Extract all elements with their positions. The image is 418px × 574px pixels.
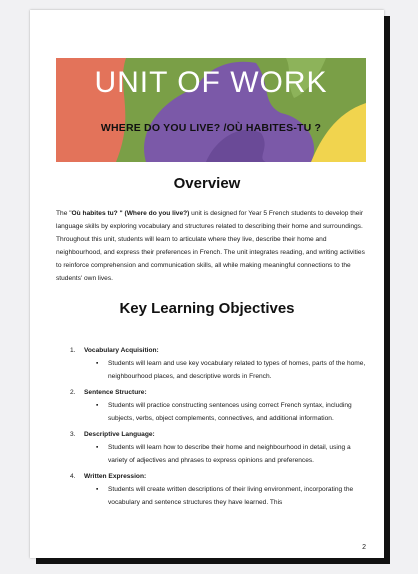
bullet-icon: ▪ xyxy=(96,486,99,493)
objective-item xyxy=(70,471,366,509)
overview-paragraph xyxy=(56,207,368,285)
page-number: 2 xyxy=(362,544,366,551)
banner-title: UNIT OF WORK xyxy=(94,66,328,99)
objective-number: 3. xyxy=(70,431,76,438)
overview-prefix: The " xyxy=(56,210,72,217)
objective-item xyxy=(70,345,366,383)
overview-heading: Overview xyxy=(173,175,241,192)
banner-subtitle: WHERE DO YOU LIVE? /OÙ HABITES-TU ? xyxy=(100,122,322,134)
objective-bullet-text: Students will practice constructing sentences using correct French syntax, including subjects, verbs, object complements, connectives, and additional information. xyxy=(108,402,352,422)
objective-item xyxy=(70,387,366,425)
objective-title: Sentence Structure: xyxy=(84,389,147,396)
document-page xyxy=(30,10,384,558)
objectives-list xyxy=(70,345,366,513)
objective-title: Vocabulary Acquisition: xyxy=(84,347,159,354)
objective-number: 4. xyxy=(70,473,76,480)
objectives-heading: Key Learning Objectives xyxy=(119,300,295,317)
unit-banner xyxy=(56,58,366,162)
objective-title: Descriptive Language: xyxy=(84,431,155,438)
objective-bullet-text: Students will learn and use key vocabulary related to types of homes, parts of the home, neighbourhood places, and descriptive words in French. xyxy=(108,360,366,380)
bullet-icon: ▪ xyxy=(96,444,99,451)
objective-number: 2. xyxy=(70,389,76,396)
objective-item xyxy=(70,429,366,467)
objective-number: 1. xyxy=(70,347,76,354)
bullet-icon: ▪ xyxy=(96,402,99,409)
objective-bullet-text: Students will create written descriptions of their living environment, incorporating the vocabulary and sentence structures they have learned. This xyxy=(108,486,354,506)
unit-question-bold: Où habites tu? " (Where do you live?) xyxy=(71,210,190,217)
bullet-icon: ▪ xyxy=(96,360,99,367)
objective-title: Written Expression: xyxy=(84,473,147,480)
overview-body: unit is designed for Year 5 French students to develop their language skills by exploring vocabulary and structures related to describing their home and surroundings. Throughout this unit, students will learn to articulate where they live, describe their home and neighbourhood, and express their preferences in French. The unit integrates reading, and writing activities to reinforce comprehension and communication skills, all while making meaningful connections to the students' own lives. xyxy=(56,210,365,282)
objective-bullet-text: Students will learn how to describe their home and neighbourhood in detail, using a variety of adjectives and phrases to express opinions and preferences. xyxy=(108,444,351,464)
